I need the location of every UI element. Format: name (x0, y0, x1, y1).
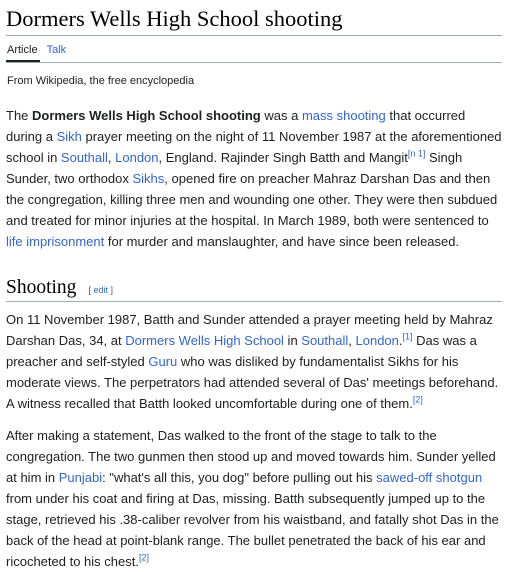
link-london[interactable]: London (115, 150, 159, 165)
lead-text: , England. Rajinder Singh Batth and Mangit (158, 150, 408, 165)
link-punjabi[interactable]: Punjabi (58, 470, 103, 485)
lead-text: for murder and manslaughter, and have since been released. (104, 234, 460, 249)
lead-text: prayer meeting on the night of 11 November 1987 at the aforementioned school in (6, 129, 502, 165)
body-text: in (283, 333, 302, 348)
link-southall[interactable]: Southall (301, 333, 349, 348)
link-life-imprisonment[interactable]: life imprisonment (6, 234, 105, 249)
tab-talk[interactable]: Talk (46, 44, 67, 56)
body-text: : "what's all this, you dog" before pulling out his (102, 470, 377, 485)
lead-text: Singh Sunder, two orthodox (6, 150, 463, 186)
edit-section-link[interactable]: edit (93, 285, 108, 295)
body-text: . (398, 333, 403, 348)
section-title: Shooting (6, 277, 77, 298)
body-text: , (348, 333, 356, 348)
link-sikhs[interactable]: Sikhs (132, 171, 165, 186)
body-text: who was disliked by fundamentalist Sikhs for his moderate views. The perpetrators had attended several of Das' meetings beforehand. A witness recalled that Batth looked uncomfortable during one of them. (6, 354, 499, 411)
lead-text: The (6, 108, 33, 123)
shooting-paragraph-1 (6, 309, 502, 414)
link-dormers-wells-high-school[interactable]: Dormers Wells High School (125, 333, 284, 348)
lead-text: that occurred during a (6, 108, 466, 144)
edit-section (88, 285, 113, 295)
site-tagline: From Wikipedia, the free encyclopedia (7, 75, 195, 87)
lead-bold-title: Dormers Wells High School shooting (32, 108, 261, 123)
lead-text: , (107, 150, 116, 165)
edit-bracket-close: ] (107, 285, 113, 295)
body-text: from under his coat and firing at Das, missing. Batth subsequently jumped up to the stage, retrieved his .38-caliber revolver from his waistband, and fatally shot Das in the back of the head at point-blank range. The bullet penetrated the back of his ear and ricocheted to his chest. (6, 491, 499, 569)
namespace-tabs (6, 36, 502, 63)
tab-article[interactable]: Article (6, 36, 40, 62)
lead-paragraph (6, 105, 502, 252)
footnote-n1[interactable]: [n 1] (407, 148, 426, 159)
citation-2[interactable]: [2] (412, 394, 423, 405)
link-mass-shooting[interactable]: mass shooting (301, 108, 386, 123)
body-text: Das was a preacher and self-styled (6, 333, 477, 369)
link-sawed-off-shotgun[interactable]: sawed-off shotgun (376, 470, 483, 485)
lead-text: was a (260, 108, 302, 123)
link-sikh[interactable]: Sikh (56, 129, 82, 144)
link-london[interactable]: London (355, 333, 399, 348)
shooting-paragraph-2 (6, 425, 502, 572)
edit-bracket-open: [ (88, 285, 94, 295)
section-heading-shooting (6, 276, 502, 302)
citation-2[interactable]: [2] (138, 552, 149, 563)
body-text: On 11 November 1987, Batth and Sunder attended a prayer meeting held by Mahraz Darshan Das, 34, at (6, 312, 493, 348)
link-guru[interactable]: Guru (148, 354, 178, 369)
citation-1[interactable]: [1] (402, 331, 413, 342)
body-text: After making a statement, Das walked to the front of the stage to talk to the congregation. The two gunmen then stood up and moved towards him. Sunder yelled at him in (6, 428, 496, 485)
lead-text: , opened fire on preacher Mahraz Darshan Das and then the congregation, killing three men and wounding one other. They were then subdued and treated for minor injuries at the hospital. In March 1989, both were sentenced to (6, 171, 498, 228)
page-title: Dormers Wells High School shooting (6, 0, 502, 36)
link-southall[interactable]: Southall (60, 150, 108, 165)
